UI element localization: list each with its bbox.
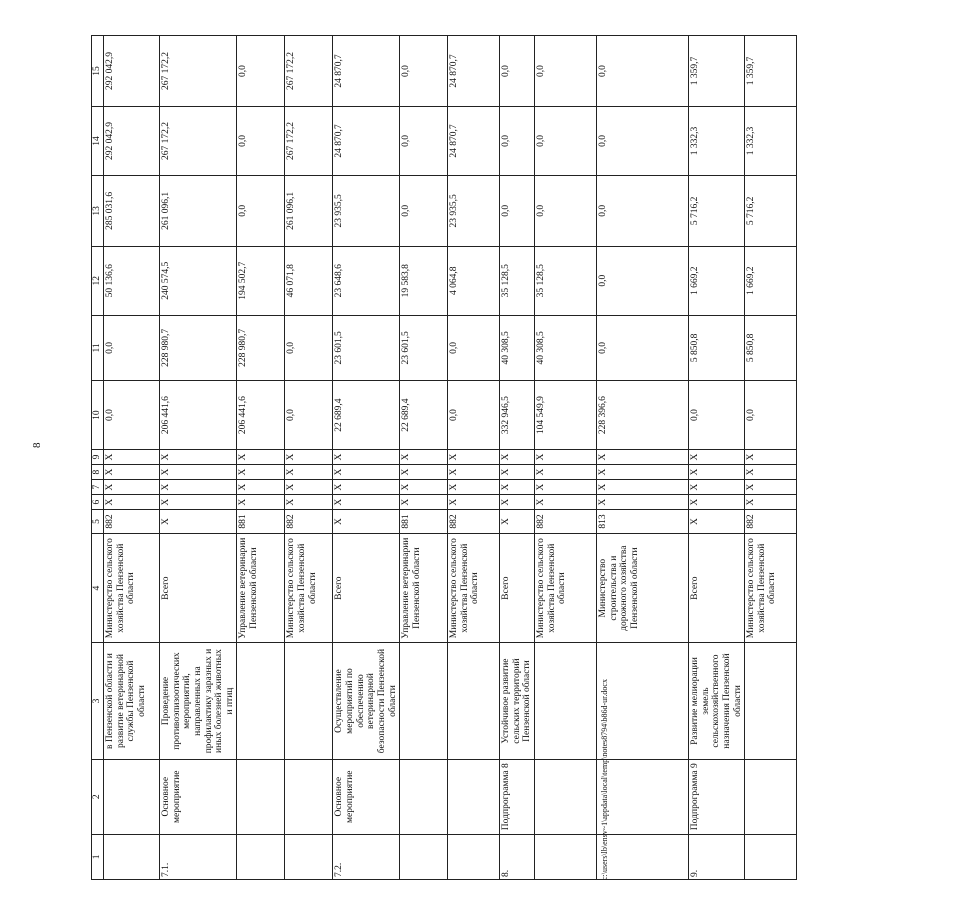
table-cell-col1 — [745, 834, 797, 879]
footer-file-path: c:\users\lb\ensv~1\appdata\local\temp\notes8794\b86d-ur.docx — [600, 679, 609, 880]
table-cell-col9: X — [689, 450, 745, 465]
table-cell-col7: X — [104, 480, 160, 495]
table-cell-col8: X — [745, 465, 797, 480]
table-cell-col11: 23 601,5 — [333, 315, 400, 381]
table-cell-col1 — [448, 834, 500, 879]
table-cell-col4: Управление ветеринарии Пензенской области — [400, 533, 448, 643]
table-row — [400, 36, 448, 880]
column-header: 8 — [92, 465, 104, 480]
table-cell-col5: 881 — [237, 510, 285, 534]
table-cell-col7: X — [689, 480, 745, 495]
table-cell-col14: 24 870,7 — [333, 107, 400, 176]
table-cell-col8: X — [237, 465, 285, 480]
table-cell-col4: Министерство сельского хозяйства Пензенской области — [285, 533, 333, 643]
table-cell-col9: X — [400, 450, 448, 465]
table-cell-col14: 267 172,2 — [285, 107, 333, 176]
table-header-row — [92, 36, 104, 880]
table-cell-col3 — [400, 643, 448, 759]
table-cell-col8: X — [448, 465, 500, 480]
table-cell-col12: 194 502,7 — [237, 246, 285, 315]
table-cell-col5: 882 — [285, 510, 333, 534]
table-cell-col9: X — [535, 450, 597, 465]
table-cell-col10: 0,0 — [689, 381, 745, 450]
table-cell-col9: X — [745, 450, 797, 465]
table-cell-col13: 285 031,6 — [104, 175, 160, 246]
column-header: 13 — [92, 175, 104, 246]
table-row — [448, 36, 500, 880]
table-cell-col14: 0,0 — [500, 107, 535, 176]
table-cell-col14: 1 332,3 — [689, 107, 745, 176]
table-cell-col3: Развитие мелиорации земель сельскохозяйственного назначения Пензенской области — [689, 643, 745, 759]
table-cell-col8: X — [333, 465, 400, 480]
table-cell-col2 — [237, 759, 285, 834]
table-cell-col4: Министерство сельского хозяйства Пензенской области — [745, 533, 797, 643]
table-cell-col13: 0,0 — [597, 175, 689, 246]
table-cell-col1 — [237, 834, 285, 879]
table-cell-col6: X — [104, 495, 160, 510]
table-cell-col4: Министерство сельского хозяйства Пензенской области — [448, 533, 500, 643]
table-row — [597, 36, 689, 880]
table-cell-col13: 0,0 — [535, 175, 597, 246]
column-header: 12 — [92, 246, 104, 315]
table-cell-col4: Министерство сельского хозяйства Пензенской области — [535, 533, 597, 643]
table-cell-col4: Управление ветеринарии Пензенской области — [237, 533, 285, 643]
table-cell-col3: Устойчивое развитие сельских территорий Пензенской области — [500, 643, 535, 759]
table-cell-col13: 5 716,2 — [745, 175, 797, 246]
column-header: 11 — [92, 315, 104, 381]
table-cell-col7: X — [500, 480, 535, 495]
table-cell-col3 — [237, 643, 285, 759]
table-cell-col13: 0,0 — [400, 175, 448, 246]
table-row — [745, 36, 797, 880]
table-cell-col8: X — [160, 465, 237, 480]
table-cell-col5: X — [160, 510, 237, 534]
table-cell-col11: 23 601,5 — [400, 315, 448, 381]
column-header: 2 — [92, 759, 104, 834]
table-cell-col11: 0,0 — [448, 315, 500, 381]
column-header: 7 — [92, 480, 104, 495]
table-cell-col9: X — [237, 450, 285, 465]
table-cell-col3 — [285, 643, 333, 759]
table-cell-col14: 24 870,7 — [448, 107, 500, 176]
table-cell-col1: 9. — [689, 834, 745, 879]
table-cell-col8: X — [400, 465, 448, 480]
table-row — [104, 36, 160, 880]
table-cell-col8: X — [535, 465, 597, 480]
table-cell-col7: X — [160, 480, 237, 495]
table-cell-col11: 40 308,5 — [500, 315, 535, 381]
table-cell-col1 — [597, 834, 689, 879]
table-cell-col15: 24 870,7 — [333, 36, 400, 107]
table-cell-col6: X — [535, 495, 597, 510]
table-cell-col4: Министерство сельского хозяйства Пензенской области — [104, 533, 160, 643]
table-cell-col6: X — [160, 495, 237, 510]
table-cell-col14: 0,0 — [597, 107, 689, 176]
table-cell-col6: X — [237, 495, 285, 510]
table-cell-col12: 35 128,5 — [500, 246, 535, 315]
column-header: 1 — [92, 834, 104, 879]
table-cell-col3 — [448, 643, 500, 759]
table-cell-col12: 1 669,2 — [689, 246, 745, 315]
table-cell-col11: 5 850,8 — [689, 315, 745, 381]
table-cell-col7: X — [400, 480, 448, 495]
table-cell-col7: X — [745, 480, 797, 495]
table-cell-col15: 0,0 — [400, 36, 448, 107]
table-cell-col2 — [597, 759, 689, 834]
table-cell-col1 — [285, 834, 333, 879]
table-cell-col9: X — [333, 450, 400, 465]
table-cell-col12: 0,0 — [597, 246, 689, 315]
table-cell-col1 — [400, 834, 448, 879]
table-row — [535, 36, 597, 880]
table-cell-col2: Основное мероприятие — [160, 759, 237, 834]
table-cell-col10: 0,0 — [104, 381, 160, 450]
table-cell-col15: 0,0 — [597, 36, 689, 107]
table-cell-col10: 206 441,6 — [160, 381, 237, 450]
table-cell-col14: 0,0 — [535, 107, 597, 176]
table-cell-col13: 261 096,1 — [285, 175, 333, 246]
table-cell-col8: X — [104, 465, 160, 480]
table-cell-col2: Подпрограмма 9 — [689, 759, 745, 834]
table-cell-col5: 881 — [400, 510, 448, 534]
table-cell-col4: Всего — [333, 533, 400, 643]
table-cell-col15: 292 042,9 — [104, 36, 160, 107]
table-cell-col13: 23 935,5 — [448, 175, 500, 246]
table-row — [689, 36, 745, 880]
table-cell-col6: X — [448, 495, 500, 510]
table-row — [500, 36, 535, 880]
table-row — [237, 36, 285, 880]
table-cell-col5: 882 — [448, 510, 500, 534]
table-cell-col5: 813 — [597, 510, 689, 534]
table-cell-col2 — [285, 759, 333, 834]
table-cell-col3: Проведение противоэпизоотических мероприятий, направленных на профилактику заразных и иных болезней животных и птиц — [160, 643, 237, 759]
table-cell-col2: Основное мероприятие — [333, 759, 400, 834]
table-cell-col6: X — [285, 495, 333, 510]
table-cell-col10: 0,0 — [448, 381, 500, 450]
budget-table — [91, 35, 797, 880]
table-cell-col9: X — [597, 450, 689, 465]
table-cell-col4: Всего — [500, 533, 535, 643]
table-cell-col15: 267 172,2 — [285, 36, 333, 107]
table-cell-col5: 882 — [104, 510, 160, 534]
table-cell-col5: X — [500, 510, 535, 534]
table-cell-col10: 104 549,9 — [535, 381, 597, 450]
table-cell-col10: 0,0 — [745, 381, 797, 450]
table-cell-col9: X — [500, 450, 535, 465]
table-cell-col15: 0,0 — [500, 36, 535, 107]
column-header: 6 — [92, 495, 104, 510]
table-cell-col14: 1 332,3 — [745, 107, 797, 176]
table-cell-col11: 228 980,7 — [237, 315, 285, 381]
table-cell-col7: X — [535, 480, 597, 495]
table-cell-col8: X — [597, 465, 689, 480]
table-cell-col14: 0,0 — [400, 107, 448, 176]
table-cell-col3 — [745, 643, 797, 759]
table-cell-col9: X — [104, 450, 160, 465]
table-cell-col7: X — [597, 480, 689, 495]
table-cell-col10: 0,0 — [285, 381, 333, 450]
table-cell-col11: 0,0 — [104, 315, 160, 381]
table-cell-col10: 228 396,6 — [597, 381, 689, 450]
table-cell-col5: 882 — [535, 510, 597, 534]
table-cell-col1: 7.2. — [333, 834, 400, 879]
table-cell-col11: 0,0 — [597, 315, 689, 381]
table-cell-col6: X — [689, 495, 745, 510]
table-cell-col12: 35 128,5 — [535, 246, 597, 315]
table-cell-col15: 1 359,7 — [745, 36, 797, 107]
table-cell-col7: X — [285, 480, 333, 495]
table-cell-col2 — [535, 759, 597, 834]
table-cell-col6: X — [745, 495, 797, 510]
table-cell-col1 — [535, 834, 597, 879]
table-cell-col2 — [104, 759, 160, 834]
table-cell-col13: 0,0 — [237, 175, 285, 246]
table-cell-col3: в Пензенской области и развитие ветеринарной службы Пензенской области — [104, 643, 160, 759]
table-cell-col10: 206 441,6 — [237, 381, 285, 450]
column-header: 5 — [92, 510, 104, 534]
table-cell-col12: 240 574,5 — [160, 246, 237, 315]
table-cell-col1: 7.1. — [160, 834, 237, 879]
table-cell-col1 — [104, 834, 160, 879]
rotated-page — [91, 52, 969, 880]
table-cell-col15: 267 172,2 — [160, 36, 237, 107]
table-cell-col5: X — [333, 510, 400, 534]
table-cell-col15: 0,0 — [535, 36, 597, 107]
table-cell-col2: Подпрограмма 8 — [500, 759, 535, 834]
table-cell-col11: 0,0 — [285, 315, 333, 381]
table-cell-col13: 5 716,2 — [689, 175, 745, 246]
table-cell-col13: 261 096,1 — [160, 175, 237, 246]
table-cell-col14: 267 172,2 — [160, 107, 237, 176]
table-cell-col1: 8. — [500, 834, 535, 879]
table-cell-col11: 5 850,8 — [745, 315, 797, 381]
page-number: 8 — [31, 442, 43, 448]
column-header: 15 — [92, 36, 104, 107]
table-cell-col8: X — [689, 465, 745, 480]
table-cell-col10: 22 689,4 — [400, 381, 448, 450]
table-cell-col12: 19 583,8 — [400, 246, 448, 315]
table-cell-col3: Осуществление мероприятий по обеспечению ветеринарной безопасности Пензенской области — [333, 643, 400, 759]
table-cell-col8: X — [285, 465, 333, 480]
table-cell-col14: 0,0 — [237, 107, 285, 176]
table-row — [285, 36, 333, 880]
table-cell-col2 — [745, 759, 797, 834]
table-cell-col15: 1 359,7 — [689, 36, 745, 107]
table-cell-col12: 46 071,8 — [285, 246, 333, 315]
table-cell-col10: 332 946,5 — [500, 381, 535, 450]
table-cell-col12: 4 064,8 — [448, 246, 500, 315]
table-cell-col8: X — [500, 465, 535, 480]
table-cell-col6: X — [400, 495, 448, 510]
table-cell-col12: 1 669,2 — [745, 246, 797, 315]
column-header: 4 — [92, 533, 104, 643]
table-cell-col4: Министерство строительства и дорожного хозяйства Пензенской области — [597, 533, 689, 643]
table-cell-col12: 50 136,6 — [104, 246, 160, 315]
table-cell-col10: 22 689,4 — [333, 381, 400, 450]
table-cell-col9: X — [285, 450, 333, 465]
table-row — [160, 36, 237, 880]
table-cell-col15: 0,0 — [237, 36, 285, 107]
table-cell-col7: X — [333, 480, 400, 495]
table-cell-col6: X — [597, 495, 689, 510]
table-cell-col14: 292 042,9 — [104, 107, 160, 176]
table-cell-col5: 882 — [745, 510, 797, 534]
table-cell-col6: X — [333, 495, 400, 510]
table-cell-col13: 23 935,5 — [333, 175, 400, 246]
table-cell-col11: 228 980,7 — [160, 315, 237, 381]
table-cell-col5: X — [689, 510, 745, 534]
table-cell-col4: Всего — [160, 533, 237, 643]
table-row — [333, 36, 400, 880]
table-cell-col13: 0,0 — [500, 175, 535, 246]
table-cell-col6: X — [500, 495, 535, 510]
column-header: 9 — [92, 450, 104, 465]
table-cell-col2 — [400, 759, 448, 834]
column-header: 14 — [92, 107, 104, 176]
table-cell-col9: X — [448, 450, 500, 465]
table-cell-col15: 24 870,7 — [448, 36, 500, 107]
table-cell-col12: 23 648,6 — [333, 246, 400, 315]
table-cell-col11: 40 308,5 — [535, 315, 597, 381]
table-cell-col3 — [597, 643, 689, 759]
column-header: 3 — [92, 643, 104, 759]
table-cell-col2 — [448, 759, 500, 834]
table-cell-col7: X — [237, 480, 285, 495]
table-cell-col9: X — [160, 450, 237, 465]
table-cell-col3 — [535, 643, 597, 759]
table-cell-col4: Всего — [689, 533, 745, 643]
column-header: 10 — [92, 381, 104, 450]
table-cell-col7: X — [448, 480, 500, 495]
